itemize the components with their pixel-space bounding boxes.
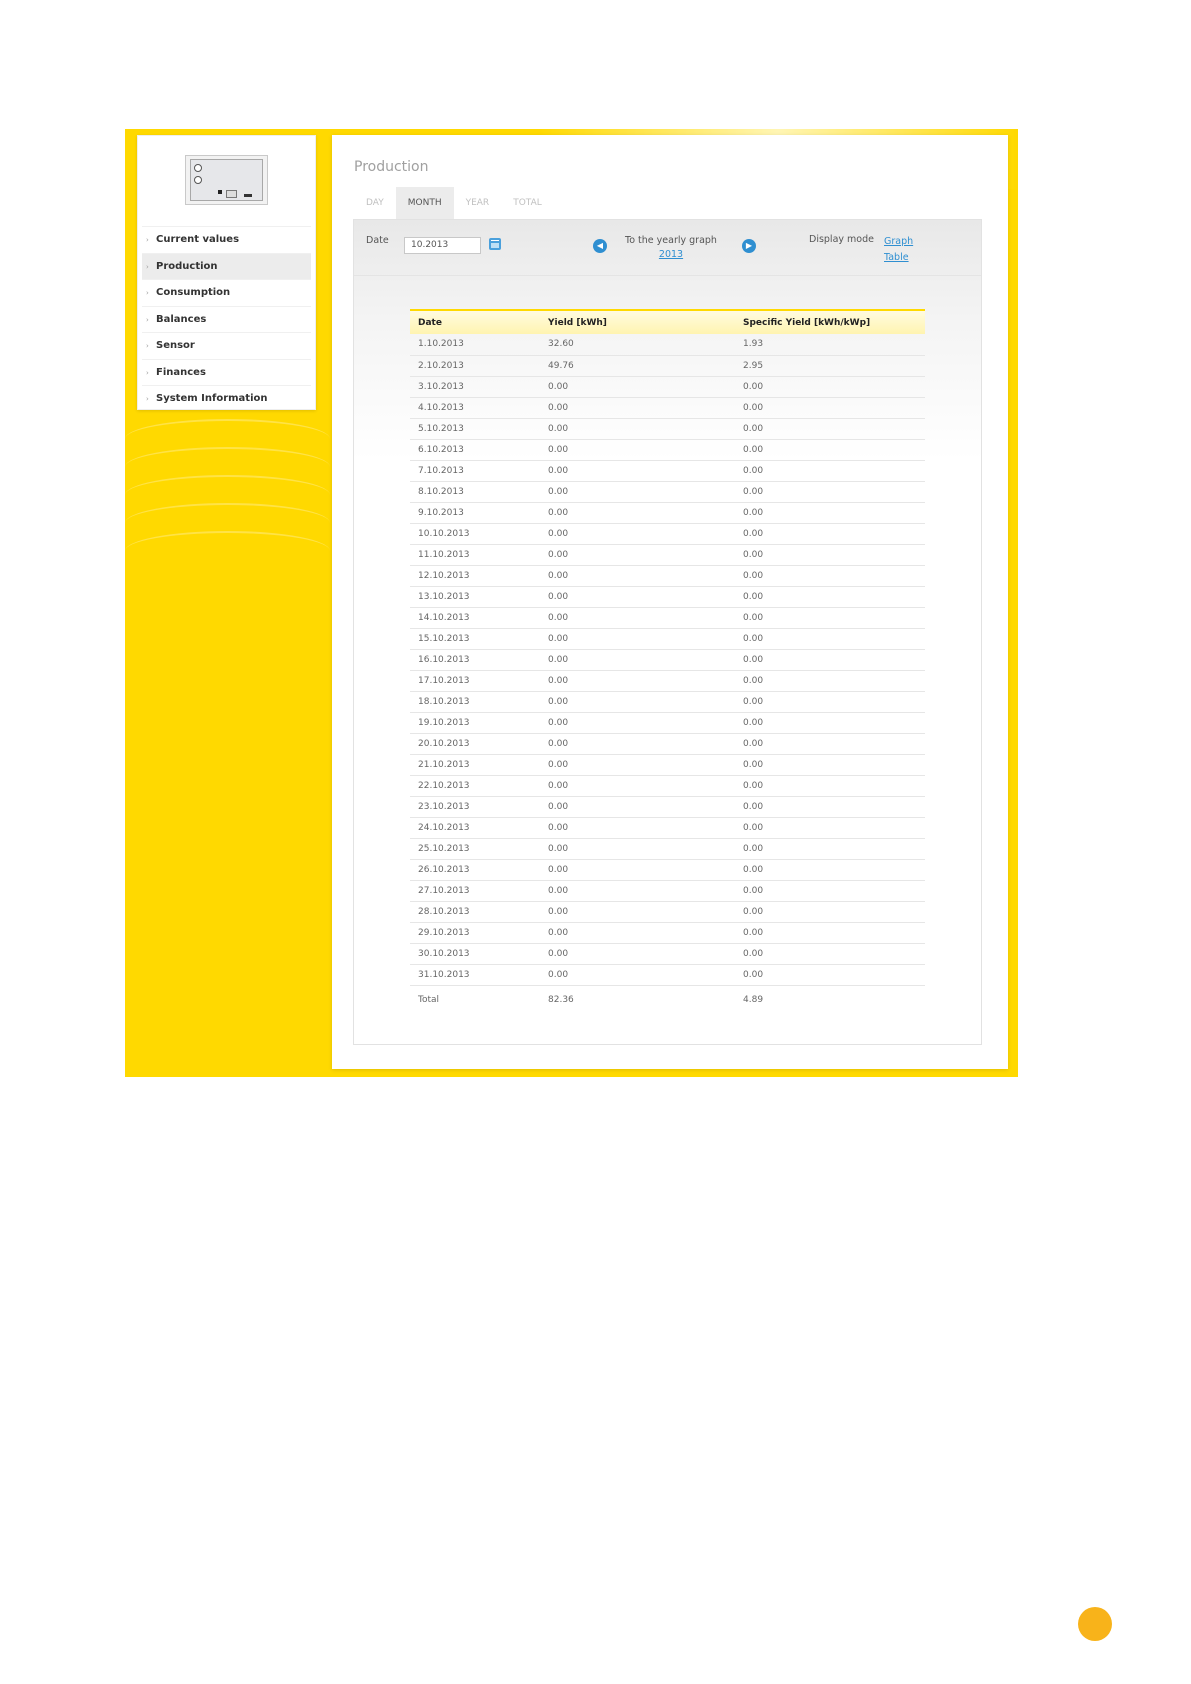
sidebar bbox=[137, 135, 316, 410]
sidebar-item-system-information[interactable] bbox=[142, 385, 311, 412]
cell-date: 17.10.2013 bbox=[410, 670, 540, 691]
cell-yield: 0.00 bbox=[540, 565, 735, 586]
cell-specific-yield: 0.00 bbox=[735, 880, 925, 901]
cell-yield: 0.00 bbox=[540, 649, 735, 670]
table-row bbox=[410, 733, 925, 754]
table-row bbox=[410, 691, 925, 712]
cell-yield: 0.00 bbox=[540, 502, 735, 523]
page-marker bbox=[1078, 1607, 1112, 1641]
device-led bbox=[194, 164, 202, 172]
cell-yield: 0.00 bbox=[540, 775, 735, 796]
tab-bar bbox=[354, 187, 554, 219]
cell-specific-yield: 0.00 bbox=[735, 418, 925, 439]
device-button bbox=[218, 190, 222, 194]
cell-specific-yield: 0.00 bbox=[735, 691, 925, 712]
total-specific-yield: 4.89 bbox=[743, 995, 764, 1006]
cell-specific-yield: 0.00 bbox=[735, 376, 925, 397]
column-header-date: Date bbox=[410, 310, 540, 334]
chevron-right-icon: › bbox=[146, 342, 149, 350]
cell-date: 16.10.2013 bbox=[410, 649, 540, 670]
cell-date: 10.10.2013 bbox=[410, 523, 540, 544]
table-row bbox=[410, 943, 925, 964]
cell-specific-yield: 0.00 bbox=[735, 670, 925, 691]
cell-yield: 0.00 bbox=[540, 880, 735, 901]
chevron-right-icon: › bbox=[146, 395, 149, 403]
cell-yield: 0.00 bbox=[540, 460, 735, 481]
cell-yield: 0.00 bbox=[540, 733, 735, 754]
cell-yield: 0.00 bbox=[540, 943, 735, 964]
cell-yield: 0.00 bbox=[540, 922, 735, 943]
device-port bbox=[226, 190, 237, 198]
cell-specific-yield: 0.00 bbox=[735, 481, 925, 502]
cell-yield: 0.00 bbox=[540, 859, 735, 880]
arrow-left-icon[interactable]: ◀ bbox=[593, 239, 607, 253]
table-header-row bbox=[410, 310, 925, 334]
cell-date: 26.10.2013 bbox=[410, 859, 540, 880]
table-row bbox=[410, 817, 925, 838]
chevron-right-icon: › bbox=[146, 368, 149, 377]
cell-date: 18.10.2013 bbox=[410, 691, 540, 712]
tab-month[interactable]: MONTH bbox=[396, 187, 454, 219]
column-header-specific-yield: Specific Yield [kWh/kWp] bbox=[735, 310, 925, 334]
calendar-icon[interactable] bbox=[489, 238, 501, 250]
table-row bbox=[410, 418, 925, 439]
cell-yield: 0.00 bbox=[540, 397, 735, 418]
cell-yield: 0.00 bbox=[540, 628, 735, 649]
cell-specific-yield: 0.00 bbox=[735, 397, 925, 418]
table-row bbox=[410, 628, 925, 649]
date-label: Date bbox=[366, 235, 389, 246]
table-row bbox=[410, 502, 925, 523]
cell-date: 6.10.2013 bbox=[410, 439, 540, 460]
cell-date: 25.10.2013 bbox=[410, 838, 540, 859]
table-row bbox=[410, 481, 925, 502]
table-row bbox=[410, 922, 925, 943]
table-row bbox=[410, 586, 925, 607]
cell-specific-yield: 0.00 bbox=[735, 502, 925, 523]
chevron-right-icon: › bbox=[146, 315, 149, 324]
cell-date: 22.10.2013 bbox=[410, 775, 540, 796]
cell-yield: 0.00 bbox=[540, 754, 735, 775]
cell-date: 19.10.2013 bbox=[410, 712, 540, 733]
table-row bbox=[410, 376, 925, 397]
cell-yield: 0.00 bbox=[540, 901, 735, 922]
table-row bbox=[410, 565, 925, 586]
total-label: Total bbox=[418, 995, 440, 1006]
table-row bbox=[410, 649, 925, 670]
table-row bbox=[410, 523, 925, 544]
content-panel bbox=[353, 219, 982, 1045]
sidebar-item-balances[interactable] bbox=[142, 306, 311, 333]
chevron-right-icon: › bbox=[146, 262, 149, 271]
cell-yield: 0.00 bbox=[540, 481, 735, 502]
chevron-right-icon: › bbox=[146, 289, 149, 297]
cell-date: 20.10.2013 bbox=[410, 733, 540, 754]
cell-date: 12.10.2013 bbox=[410, 565, 540, 586]
cell-yield: 0.00 bbox=[540, 523, 735, 544]
date-input[interactable]: 10.2013 bbox=[404, 237, 481, 254]
cell-date: 30.10.2013 bbox=[410, 943, 540, 964]
cell-date: 24.10.2013 bbox=[410, 817, 540, 838]
cell-specific-yield: 0.00 bbox=[735, 922, 925, 943]
arrow-right-icon[interactable]: ▶ bbox=[742, 239, 756, 253]
cell-specific-yield: 0.00 bbox=[735, 607, 925, 628]
cell-specific-yield: 0.00 bbox=[735, 523, 925, 544]
table-row bbox=[410, 439, 925, 460]
cell-yield: 0.00 bbox=[540, 607, 735, 628]
cell-yield: 0.00 bbox=[540, 439, 735, 460]
cell-date: 8.10.2013 bbox=[410, 481, 540, 502]
device-led bbox=[194, 176, 202, 184]
table-row bbox=[410, 775, 925, 796]
cell-date: 14.10.2013 bbox=[410, 607, 540, 628]
display-mode-label: Display mode bbox=[809, 234, 874, 245]
page-title: Production bbox=[354, 159, 429, 175]
cell-date: 29.10.2013 bbox=[410, 922, 540, 943]
cell-specific-yield: 0.00 bbox=[735, 901, 925, 922]
production-table bbox=[410, 309, 925, 1015]
yearly-graph-text: To the yearly graph bbox=[625, 235, 717, 246]
main-content bbox=[332, 135, 1008, 1069]
tab-total[interactable]: TOTAL bbox=[513, 198, 542, 208]
table-body bbox=[410, 334, 925, 1015]
table-row bbox=[410, 334, 925, 355]
table-row bbox=[410, 754, 925, 775]
cell-date: 3.10.2013 bbox=[410, 376, 540, 397]
cell-yield: 49.76 bbox=[540, 355, 735, 376]
sidebar-nav bbox=[142, 226, 311, 412]
table-mode-link[interactable]: Table bbox=[884, 252, 909, 263]
total-yield: 82.36 bbox=[548, 995, 574, 1006]
cell-yield: 0.00 bbox=[540, 586, 735, 607]
cell-specific-yield: 0.00 bbox=[735, 565, 925, 586]
sidebar-item-label: Current values bbox=[156, 234, 240, 245]
cell-date: 2.10.2013 bbox=[410, 355, 540, 376]
sidebar-item-label: System Information bbox=[156, 393, 268, 404]
cell-date: 21.10.2013 bbox=[410, 754, 540, 775]
sidebar-item-label: Consumption bbox=[156, 287, 231, 298]
cell-specific-yield: 0.00 bbox=[735, 943, 925, 964]
cell-date: 23.10.2013 bbox=[410, 796, 540, 817]
tab-day[interactable]: DAY bbox=[366, 198, 384, 208]
cell-yield: 0.00 bbox=[540, 964, 735, 985]
cell-date: 28.10.2013 bbox=[410, 901, 540, 922]
cell-date: 4.10.2013 bbox=[410, 397, 540, 418]
cell-date: 13.10.2013 bbox=[410, 586, 540, 607]
cell-yield: 0.00 bbox=[540, 544, 735, 565]
cell-specific-yield: 0.00 bbox=[735, 628, 925, 649]
yearly-graph-link[interactable]: 2013 bbox=[658, 249, 684, 260]
sidebar-item-label: Finances bbox=[156, 366, 206, 378]
table-row bbox=[410, 607, 925, 628]
sidebar-item-current-values[interactable] bbox=[142, 226, 311, 253]
table-row bbox=[410, 460, 925, 481]
tab-year[interactable]: YEAR bbox=[465, 198, 490, 208]
cell-date: 15.10.2013 bbox=[410, 628, 540, 649]
cell-specific-yield: 0.00 bbox=[735, 544, 925, 565]
cell-specific-yield: 2.95 bbox=[735, 355, 925, 376]
cell-date: 31.10.2013 bbox=[410, 964, 540, 985]
display-mode-links bbox=[884, 234, 913, 266]
cell-specific-yield: 0.00 bbox=[735, 964, 925, 985]
cell-specific-yield: 0.00 bbox=[735, 859, 925, 880]
table-row bbox=[410, 838, 925, 859]
device-indicator bbox=[244, 194, 252, 197]
cell-specific-yield: 0.00 bbox=[735, 586, 925, 607]
device-screen bbox=[190, 159, 263, 201]
cell-yield: 0.00 bbox=[540, 670, 735, 691]
cell-yield: 32.60 bbox=[540, 334, 735, 355]
cell-specific-yield: 0.00 bbox=[735, 754, 925, 775]
cell-specific-yield: 1.93 bbox=[735, 334, 925, 355]
column-header-yield: Yield [kWh] bbox=[540, 310, 735, 334]
cell-yield: 0.00 bbox=[540, 418, 735, 439]
sidebar-item-finances[interactable] bbox=[142, 359, 311, 386]
device-logo bbox=[185, 155, 268, 205]
cell-date: 11.10.2013 bbox=[410, 544, 540, 565]
yearly-graph-link-block bbox=[616, 234, 726, 262]
cell-specific-yield: 0.00 bbox=[735, 838, 925, 859]
cell-yield: 0.00 bbox=[540, 796, 735, 817]
background-swoosh bbox=[125, 531, 330, 571]
cell-specific-yield: 0.00 bbox=[735, 796, 925, 817]
cell-specific-yield: 0.00 bbox=[735, 460, 925, 481]
app-screenshot bbox=[125, 129, 1018, 1077]
table-row bbox=[410, 964, 925, 985]
sidebar-item-production[interactable] bbox=[142, 253, 311, 280]
table-row bbox=[410, 397, 925, 418]
sidebar-item-label: Balances bbox=[156, 313, 207, 325]
graph-mode-link[interactable]: Graph bbox=[884, 236, 914, 247]
cell-date: 27.10.2013 bbox=[410, 880, 540, 901]
cell-yield: 0.00 bbox=[540, 376, 735, 397]
sidebar-item-label: Sensor bbox=[156, 340, 195, 351]
cell-yield: 0.00 bbox=[540, 817, 735, 838]
cell-date: 5.10.2013 bbox=[410, 418, 540, 439]
cell-yield: 0.00 bbox=[540, 691, 735, 712]
table-row bbox=[410, 712, 925, 733]
table-total-row bbox=[410, 985, 925, 1015]
table-row bbox=[410, 796, 925, 817]
cell-date: 9.10.2013 bbox=[410, 502, 540, 523]
sidebar-item-label: Production bbox=[156, 260, 218, 272]
sidebar-item-consumption[interactable] bbox=[142, 279, 311, 306]
cell-specific-yield: 0.00 bbox=[735, 733, 925, 754]
toolbar bbox=[354, 220, 981, 276]
cell-yield: 0.00 bbox=[540, 712, 735, 733]
cell-yield: 0.00 bbox=[540, 838, 735, 859]
table-row bbox=[410, 670, 925, 691]
cell-specific-yield: 0.00 bbox=[735, 775, 925, 796]
cell-specific-yield: 0.00 bbox=[735, 712, 925, 733]
sidebar-item-sensor[interactable] bbox=[142, 332, 311, 359]
cell-specific-yield: 0.00 bbox=[735, 649, 925, 670]
table-row bbox=[410, 901, 925, 922]
cell-date: 7.10.2013 bbox=[410, 460, 540, 481]
chevron-right-icon: › bbox=[146, 236, 149, 244]
table-row bbox=[410, 880, 925, 901]
table-row bbox=[410, 544, 925, 565]
cell-date: 1.10.2013 bbox=[410, 334, 540, 355]
table-row bbox=[410, 859, 925, 880]
cell-specific-yield: 0.00 bbox=[735, 439, 925, 460]
table-row bbox=[410, 355, 925, 376]
cell-specific-yield: 0.00 bbox=[735, 817, 925, 838]
